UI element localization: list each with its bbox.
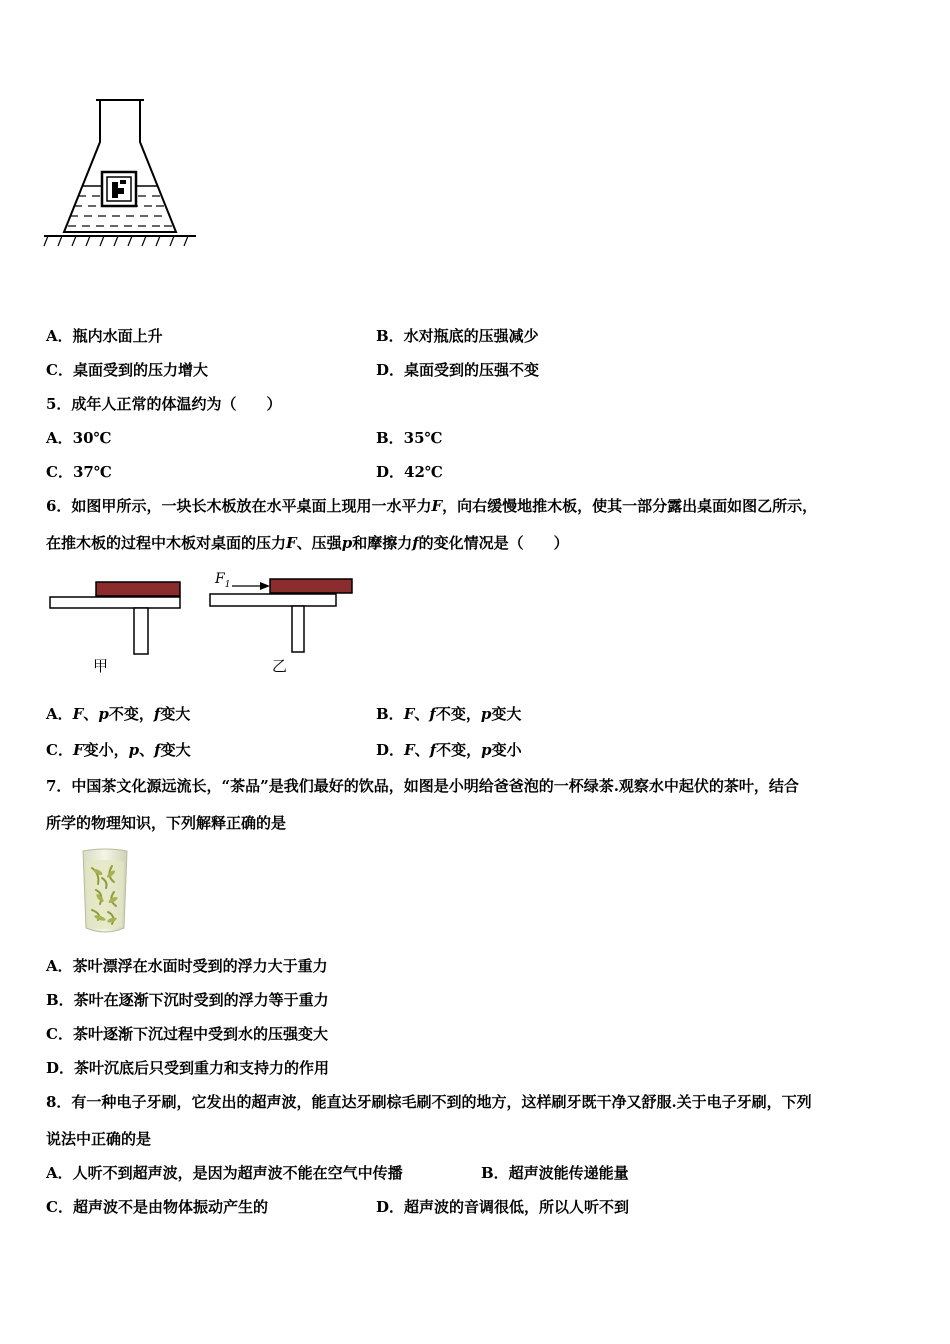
q6-stem-line2: 在推木板的过程中木板对桌面的压力F、压强p和摩擦力f的变化情况是（ ） [46,534,569,552]
q6-option-c[interactable]: C．F变小，p、f变大 [46,741,191,759]
q5-option-c[interactable]: C．37℃ [46,463,112,481]
flask-option-c[interactable]: C．桌面受到的压力增大 [46,361,208,379]
q7-option-a[interactable]: A．茶叶漂浮在水面时受到的浮力大于重力 [46,957,328,975]
board-right [270,579,352,593]
table-leg-right [292,606,304,652]
q5-option-d[interactable]: D．42℃ [376,463,443,481]
table-top-left [50,597,180,608]
flask-figure [44,96,200,252]
q8-option-d[interactable]: D．超声波的音调很低，所以人听不到 [376,1198,630,1216]
q6-label-yi: 乙 [272,657,288,675]
flask-option-b[interactable]: B．水对瓶底的压强减少 [376,327,539,345]
q8-option-a[interactable]: A．人听不到超声波，是因为超声波不能在空气中传播 [46,1164,403,1182]
q7-option-b[interactable]: B．茶叶在逐渐下沉时受到的浮力等于重力 [46,991,329,1009]
q5-option-b[interactable]: B．35℃ [376,429,443,447]
q6-option-a[interactable]: A．F、p不变，f变大 [46,705,191,723]
q8-stem-line2: 说法中正确的是 [46,1130,152,1148]
q7-option-c[interactable]: C．茶叶逐渐下沉过程中受到水的压强变大 [46,1025,328,1043]
table-top-right [210,594,336,606]
q7-option-d[interactable]: D．茶叶沉底后只受到重力和支持力的作用 [46,1059,330,1077]
q6-option-b[interactable]: B．F、f不变，p变大 [376,705,522,723]
tea-glass-image [78,848,132,936]
table-leg-left [134,608,148,654]
q8-option-c[interactable]: C．超声波不是由物体振动产生的 [46,1198,268,1216]
q6-label-jia: 甲 [93,657,109,675]
q7-stem-line1: 7．中国茶文化源远流长，“茶品”是我们最好的饮品，如图是小明给爸爸泡的一杯绿茶.观察水中起伏的茶叶，结合 [46,777,799,795]
q6-force-label: $F_1$ [215,571,231,590]
q7-stem-line2: 所学的物理知识，下列解释正确的是 [46,814,287,832]
flask-option-a[interactable]: A．瓶内水面上升 [46,327,163,345]
q6-option-d[interactable]: D．F、f不变，p变小 [376,741,522,759]
board-left [96,582,180,596]
flask-option-d[interactable]: D．桌面受到的压强不变 [376,361,540,379]
q6-stem-line1: 6．如图甲所示，一块长木板放在水平桌面上现用一水平力F，向右缓慢地推木板，使其一部分露出桌面如图乙所示， [46,497,818,515]
q5-stem: 5．成年人正常的体温约为（ ） [46,395,282,413]
q8-option-b[interactable]: B．超声波能传递能量 [481,1164,629,1182]
q8-stem-line1: 8．有一种电子牙刷，它发出的超声波，能直达牙刷棕毛刷不到的地方，这样刷牙既干净又舒服.关于电子牙刷，下列 [46,1093,812,1111]
q5-option-a[interactable]: A．30℃ [46,429,112,447]
